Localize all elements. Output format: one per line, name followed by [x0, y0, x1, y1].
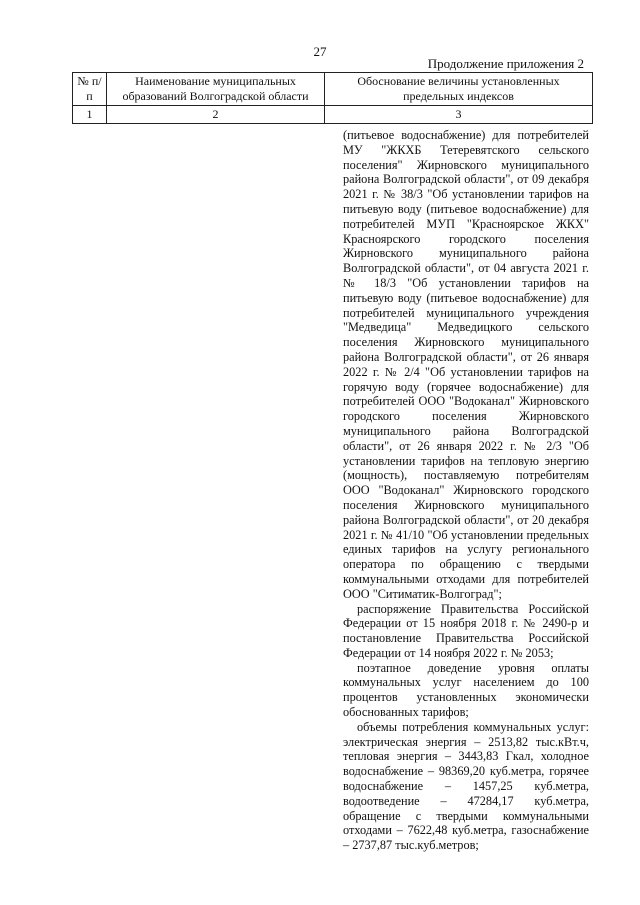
- column-number-2: 2: [107, 106, 325, 124]
- page-number: 27: [313, 44, 327, 59]
- header-number-col: № п/п: [73, 73, 107, 106]
- column-number-3: 3: [325, 106, 593, 124]
- header-basis-col: Обоснование величины установленных предельных индексов: [325, 73, 593, 106]
- column-numbers-row: [73, 106, 593, 124]
- paragraph-payment-level: поэтапное доведение уровня оплаты коммунальных услуг населением до 100 процентов установленных экономически обоснованных тарифов;: [343, 660, 589, 720]
- paragraph-government-orders: распоряжение Правительства Российской Федерации от 15 ноября 2018 г. № 2490-р и постановление Правительства Российской Федерации от 14 ноября 2022 г. № 2053;: [343, 601, 589, 660]
- header-table: [72, 72, 593, 124]
- paragraph-consumption-volumes: объемы потребления коммунальных услуг: электрическая энергия – 2513,82 тыс.кВт.ч, тепловая энергия – 3443,83 Гкал, холодное водоснабжение – 98369,20 куб.метра, горячее водоснабжение – 1457,25 куб.метра, водоотведение – 47284,17 куб.метра, обращение с твердыми коммунальными отходами – 7622,48 куб.метра, газоснабжение – 2737,87 тыс.куб.метров;: [343, 719, 589, 853]
- basis-text: [343, 128, 589, 853]
- appendix-note: Продолжение приложения 2: [427, 56, 584, 71]
- column-number-1: 1: [73, 106, 107, 124]
- header-name-col: Наименование муниципальных образований Волгоградской области: [107, 73, 325, 106]
- paragraph-tariff-decisions: (питьевое водоснабжение) для потребителей МУ "ЖКХБ Тетеревятского сельского поселения" Жирновского муниципального района Волгоградской области", от 09 декабря 2021 г. № 38/3 "Об установлении тарифов на питьевую воду (питьевое водоснабжение) для потребителей МУП "Красноярское ЖКХ" Красноярского городского поселения Жирновского муниципального района Волгоградской области", от 04 августа 2021 г. № 18/3 "Об установлении тарифов на питьевую воду (питьевое водоснабжение) для потребителей муниципального учреждения "Медведица" Медведицкого сельского поселения Жирновского муниципального района Волгоградской области", от 26 января 2022 г. № 2/4 "Об установлении тарифов на горячую воду (горячее водоснабжение) для потребителей ООО "Водоканал" Жирновского городского поселения Жирновского муниципального района Волгоградской области", от 26 января 2022 г. № 2/3 "Об установлении тарифов на тепловую энергию (мощность), поставляемую потребителям ООО "Водоканал" Жирновского городского поселения Жирновского муниципального района Волгоградской области", от 20 декабря 2021 г. № 41/10 "Об установлении предельных единых тарифов на услугу регионального оператора по обращению с твердыми коммунальными отходами для потребителей ООО "Ситиматик-Волгоград";: [343, 128, 589, 601]
- header-row: [73, 73, 593, 106]
